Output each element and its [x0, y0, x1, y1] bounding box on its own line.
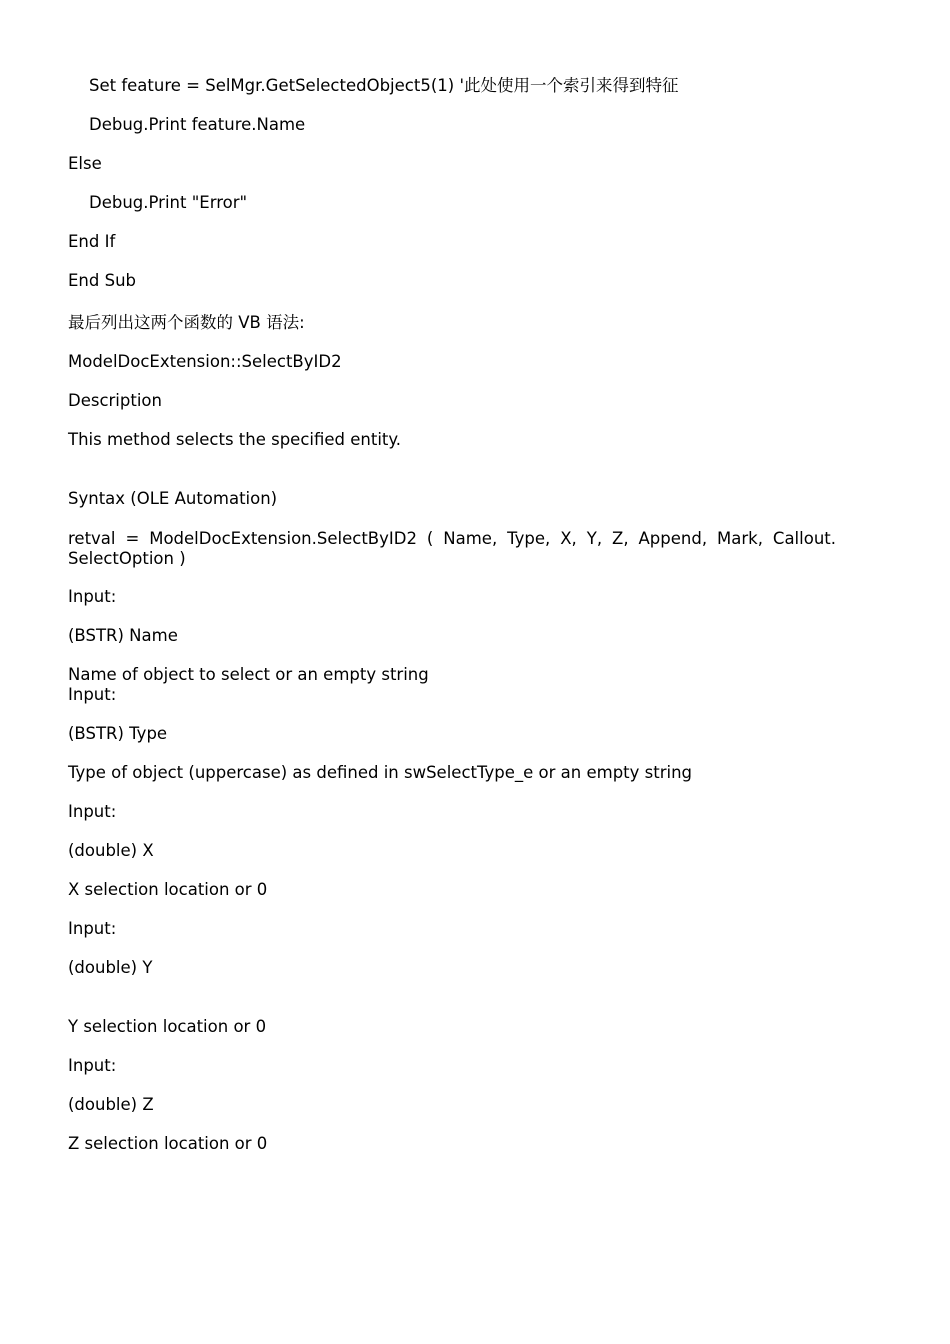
param-label: Input:: [68, 685, 117, 704]
param-description: Type of object (uppercase) as defined in swSelectType_e or an empty string: [68, 763, 693, 782]
param-type: (BSTR) Type: [68, 724, 168, 743]
code-line-end-sub: End Sub: [68, 271, 137, 290]
param-description: Z selection location or 0: [68, 1134, 268, 1153]
param-label: Input:: [68, 802, 117, 821]
code-line-else: Else: [68, 154, 102, 173]
param-type: (double) Y: [68, 958, 153, 977]
code-line-set-feature: Set feature = SelMgr.GetSelectedObject5(1) '此处使用一个索引来得到特征: [89, 76, 679, 95]
param-type: (BSTR) Name: [68, 626, 178, 645]
method-name: ModelDocExtension::SelectByID2: [68, 352, 342, 371]
code-line-debug-name: Debug.Print feature.Name: [89, 115, 306, 134]
param-label: Input:: [68, 1056, 117, 1075]
param-description: Name of object to select or an empty string: [68, 665, 429, 684]
param-label: Input:: [68, 587, 117, 606]
param-type: (double) X: [68, 841, 154, 860]
description-heading: Description: [68, 391, 162, 410]
param-description: Y selection location or 0: [68, 1017, 267, 1036]
param-type: (double) Z: [68, 1095, 154, 1114]
param-label: Input:: [68, 919, 117, 938]
syntax-line: retval = ModelDocExtension.SelectByID2 ( Name, Type, X, Y, Z, Append, Mark, Callout. SelectOption ): [68, 529, 836, 568]
syntax-heading: Syntax (OLE Automation): [68, 489, 278, 508]
description-text: This method selects the specified entity.: [68, 430, 402, 449]
intro-paragraph: 最后列出这两个函数的 VB 语法:: [68, 313, 305, 332]
param-description: X selection location or 0: [68, 880, 268, 899]
code-line-debug-error: Debug.Print "Error": [89, 193, 248, 212]
code-line-end-if: End If: [68, 232, 116, 251]
